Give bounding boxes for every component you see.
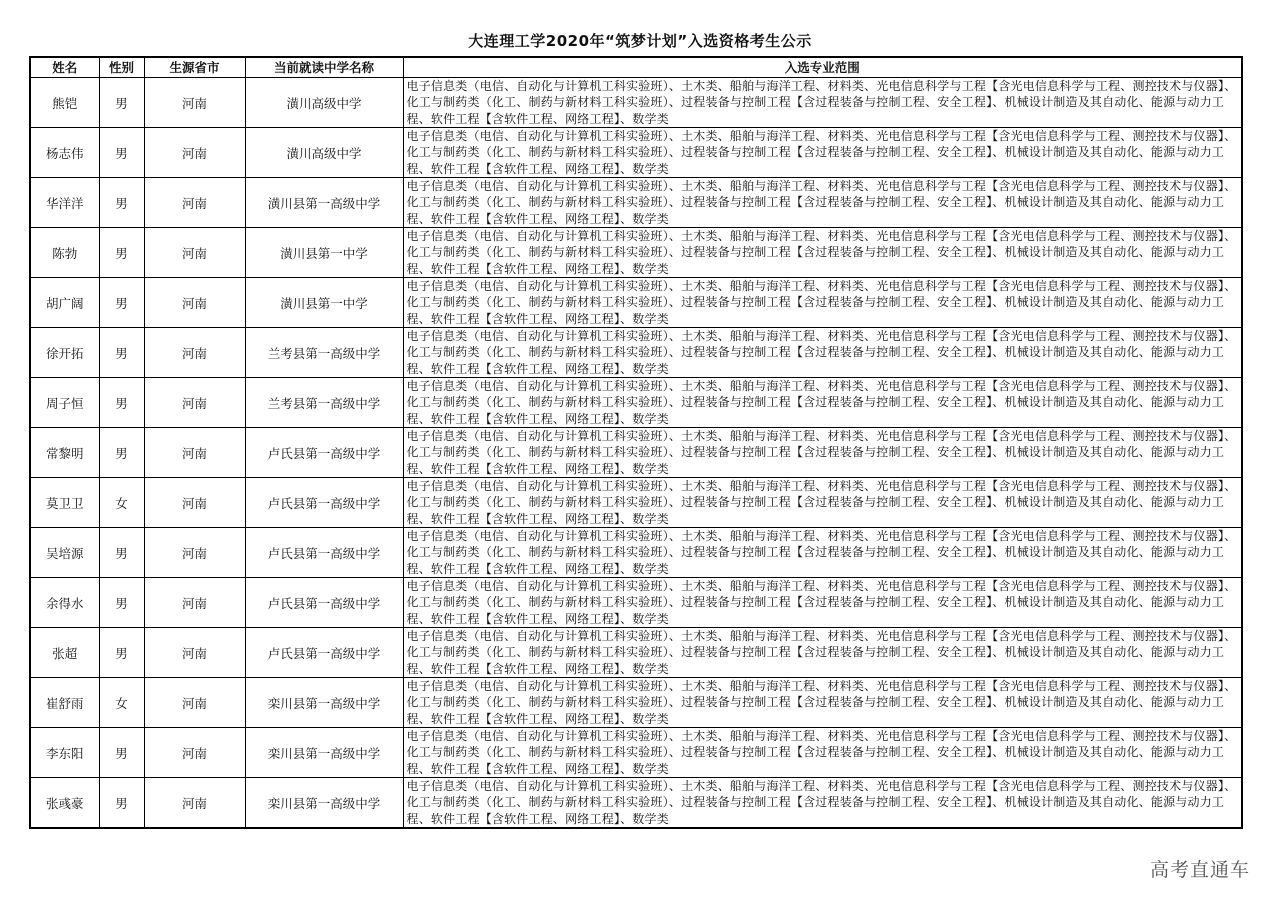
cell-major-scope: 电子信息类（电信、自动化与计算机工科实验班）、土木类、船舶与海洋工程、材料类、光电信息科学与工程【含光电信息科学与工程、测控技术与仪器】、化工与制药类（化工、制药与新材料工科实验班）、过程装备与控制工程【含过程装备与控制工程、安全工程】、机械设计制造及其自动化、能源与动力工程、软件工程【含软件工程、网络工程】、数学类: [403, 578, 1242, 628]
table-row: [30, 128, 1242, 178]
document-title: 大连理工学2020年“筑梦计划”入选资格考生公示: [468, 32, 812, 50]
cell-major-scope: 电子信息类（电信、自动化与计算机工科实验班）、土木类、船舶与海洋工程、材料类、光电信息科学与工程【含光电信息科学与工程、测控技术与仪器】、化工与制药类（化工、制药与新材料工科实验班）、过程装备与控制工程【含过程装备与控制工程、安全工程】、机械设计制造及其自动化、能源与动力工程、软件工程【含软件工程、网络工程】、数学类: [403, 228, 1242, 278]
cell-major-scope: 电子信息类（电信、自动化与计算机工科实验班）、土木类、船舶与海洋工程、材料类、光电信息科学与工程【含光电信息科学与工程、测控技术与仪器】、化工与制药类（化工、制药与新材料工科实验班）、过程装备与控制工程【含过程装备与控制工程、安全工程】、机械设计制造及其自动化、能源与动力工程、软件工程【含软件工程、网络工程】、数学类: [403, 478, 1242, 528]
cell-province: 河南: [144, 678, 245, 728]
cell-school: 潢川县第一中学: [245, 278, 403, 328]
cell-school: 潢川高级中学: [245, 78, 403, 128]
cell-gender: 男: [99, 328, 144, 378]
cell-gender: 男: [99, 578, 144, 628]
table-row: [30, 178, 1242, 228]
cell-province: 河南: [144, 478, 245, 528]
cell-school: 卢氏县第一高级中学: [245, 628, 403, 678]
cell-school: 兰考县第一高级中学: [245, 378, 403, 428]
cell-gender: 男: [99, 428, 144, 478]
cell-school: 卢氏县第一高级中学: [245, 428, 403, 478]
cell-province: 河南: [144, 528, 245, 578]
header-gender: 性别: [99, 57, 144, 78]
cell-name: 张超: [30, 628, 99, 678]
cell-name: 徐开拓: [30, 328, 99, 378]
table-row: [30, 478, 1242, 528]
cell-gender: 女: [99, 678, 144, 728]
cell-major-scope: 电子信息类（电信、自动化与计算机工科实验班）、土木类、船舶与海洋工程、材料类、光电信息科学与工程【含光电信息科学与工程、测控技术与仪器】、化工与制药类（化工、制药与新材料工科实验班）、过程装备与控制工程【含过程装备与控制工程、安全工程】、机械设计制造及其自动化、能源与动力工程、软件工程【含软件工程、网络工程】、数学类: [403, 328, 1242, 378]
cell-school: 潢川县第一高级中学: [245, 178, 403, 228]
cell-school: 卢氏县第一高级中学: [245, 528, 403, 578]
cell-province: 河南: [144, 578, 245, 628]
cell-province: 河南: [144, 428, 245, 478]
cell-name: 杨志伟: [30, 128, 99, 178]
cell-name: 李东阳: [30, 728, 99, 778]
cell-major-scope: 电子信息类（电信、自动化与计算机工科实验班）、土木类、船舶与海洋工程、材料类、光电信息科学与工程【含光电信息科学与工程、测控技术与仪器】、化工与制药类（化工、制药与新材料工科实验班）、过程装备与控制工程【含过程装备与控制工程、安全工程】、机械设计制造及其自动化、能源与动力工程、软件工程【含软件工程、网络工程】、数学类: [403, 278, 1242, 328]
cell-school: 栾川县第一高级中学: [245, 778, 403, 829]
cell-school: 栾川县第一高级中学: [245, 728, 403, 778]
cell-major-scope: 电子信息类（电信、自动化与计算机工科实验班）、土木类、船舶与海洋工程、材料类、光电信息科学与工程【含光电信息科学与工程、测控技术与仪器】、化工与制药类（化工、制药与新材料工科实验班）、过程装备与控制工程【含过程装备与控制工程、安全工程】、机械设计制造及其自动化、能源与动力工程、软件工程【含软件工程、网络工程】、数学类: [403, 728, 1242, 778]
header-school: 当前就读中学名称: [245, 57, 403, 78]
cell-gender: 男: [99, 278, 144, 328]
table-row: [30, 778, 1242, 829]
table-row: [30, 278, 1242, 328]
cell-gender: 男: [99, 728, 144, 778]
cell-name: 吴培源: [30, 528, 99, 578]
cell-major-scope: 电子信息类（电信、自动化与计算机工科实验班）、土木类、船舶与海洋工程、材料类、光电信息科学与工程【含光电信息科学与工程、测控技术与仪器】、化工与制药类（化工、制药与新材料工科实验班）、过程装备与控制工程【含过程装备与控制工程、安全工程】、机械设计制造及其自动化、能源与动力工程、软件工程【含软件工程、网络工程】、数学类: [403, 128, 1242, 178]
cell-province: 河南: [144, 728, 245, 778]
table-row: [30, 378, 1242, 428]
cell-name: 莫卫卫: [30, 478, 99, 528]
cell-gender: 男: [99, 378, 144, 428]
cell-school: 卢氏县第一高级中学: [245, 578, 403, 628]
table-header-row: [30, 57, 1242, 78]
cell-province: 河南: [144, 778, 245, 829]
table-row: [30, 678, 1242, 728]
table-row: [30, 628, 1242, 678]
cell-gender: 男: [99, 178, 144, 228]
cell-school: 栾川县第一高级中学: [245, 678, 403, 728]
cell-major-scope: 电子信息类（电信、自动化与计算机工科实验班）、土木类、船舶与海洋工程、材料类、光电信息科学与工程【含光电信息科学与工程、测控技术与仪器】、化工与制药类（化工、制药与新材料工科实验班）、过程装备与控制工程【含过程装备与控制工程、安全工程】、机械设计制造及其自动化、能源与动力工程、软件工程【含软件工程、网络工程】、数学类: [403, 628, 1242, 678]
cell-school: 潢川县第一中学: [245, 228, 403, 278]
header-major-scope: 入选专业范围: [403, 57, 1242, 78]
cell-gender: 男: [99, 128, 144, 178]
table-body: [30, 78, 1242, 829]
cell-province: 河南: [144, 228, 245, 278]
table-row: [30, 428, 1242, 478]
cell-name: 余得水: [30, 578, 99, 628]
cell-province: 河南: [144, 628, 245, 678]
cell-name: 华洋洋: [30, 178, 99, 228]
cell-gender: 女: [99, 478, 144, 528]
cell-name: 陈勃: [30, 228, 99, 278]
cell-province: 河南: [144, 378, 245, 428]
header-province: 生源省市: [144, 57, 245, 78]
cell-school: 潢川高级中学: [245, 128, 403, 178]
cell-name: 崔舒雨: [30, 678, 99, 728]
cell-name: 周子恒: [30, 378, 99, 428]
header-name: 姓名: [30, 57, 99, 78]
cell-major-scope: 电子信息类（电信、自动化与计算机工科实验班）、土木类、船舶与海洋工程、材料类、光电信息科学与工程【含光电信息科学与工程、测控技术与仪器】、化工与制药类（化工、制药与新材料工科实验班）、过程装备与控制工程【含过程装备与控制工程、安全工程】、机械设计制造及其自动化、能源与动力工程、软件工程【含软件工程、网络工程】、数学类: [403, 778, 1242, 829]
cell-province: 河南: [144, 78, 245, 128]
cell-major-scope: 电子信息类（电信、自动化与计算机工科实验班）、土木类、船舶与海洋工程、材料类、光电信息科学与工程【含光电信息科学与工程、测控技术与仪器】、化工与制药类（化工、制药与新材料工科实验班）、过程装备与控制工程【含过程装备与控制工程、安全工程】、机械设计制造及其自动化、能源与动力工程、软件工程【含软件工程、网络工程】、数学类: [403, 428, 1242, 478]
cell-province: 河南: [144, 178, 245, 228]
cell-gender: 男: [99, 778, 144, 829]
cell-school: 卢氏县第一高级中学: [245, 478, 403, 528]
watermark-text: 高考直通车: [1149, 859, 1250, 881]
table-row: [30, 578, 1242, 628]
table-row: [30, 228, 1242, 278]
cell-major-scope: 电子信息类（电信、自动化与计算机工科实验班）、土木类、船舶与海洋工程、材料类、光电信息科学与工程【含光电信息科学与工程、测控技术与仪器】、化工与制药类（化工、制药与新材料工科实验班）、过程装备与控制工程【含过程装备与控制工程、安全工程】、机械设计制造及其自动化、能源与动力工程、软件工程【含软件工程、网络工程】、数学类: [403, 678, 1242, 728]
cell-gender: 男: [99, 228, 144, 278]
cell-name: 常黎明: [30, 428, 99, 478]
cell-school: 兰考县第一高级中学: [245, 328, 403, 378]
table-row: [30, 528, 1242, 578]
cell-major-scope: 电子信息类（电信、自动化与计算机工科实验班）、土木类、船舶与海洋工程、材料类、光电信息科学与工程【含光电信息科学与工程、测控技术与仪器】、化工与制药类（化工、制药与新材料工科实验班）、过程装备与控制工程【含过程装备与控制工程、安全工程】、机械设计制造及其自动化、能源与动力工程、软件工程【含软件工程、网络工程】、数学类: [403, 378, 1242, 428]
cell-major-scope: 电子信息类（电信、自动化与计算机工科实验班）、土木类、船舶与海洋工程、材料类、光电信息科学与工程【含光电信息科学与工程、测控技术与仪器】、化工与制药类（化工、制药与新材料工科实验班）、过程装备与控制工程【含过程装备与控制工程、安全工程】、机械设计制造及其自动化、能源与动力工程、软件工程【含软件工程、网络工程】、数学类: [403, 178, 1242, 228]
cell-gender: 男: [99, 78, 144, 128]
cell-major-scope: 电子信息类（电信、自动化与计算机工科实验班）、土木类、船舶与海洋工程、材料类、光电信息科学与工程【含光电信息科学与工程、测控技术与仪器】、化工与制药类（化工、制药与新材料工科实验班）、过程装备与控制工程【含过程装备与控制工程、安全工程】、机械设计制造及其自动化、能源与动力工程、软件工程【含软件工程、网络工程】、数学类: [403, 528, 1242, 578]
cell-gender: 男: [99, 528, 144, 578]
table-row: [30, 78, 1242, 128]
cell-gender: 男: [99, 628, 144, 678]
cell-province: 河南: [144, 328, 245, 378]
table-row: [30, 328, 1242, 378]
cell-province: 河南: [144, 278, 245, 328]
candidate-table: [29, 56, 1243, 829]
cell-name: 熊铠: [30, 78, 99, 128]
table-row: [30, 728, 1242, 778]
cell-province: 河南: [144, 128, 245, 178]
cell-name: 张彧豪: [30, 778, 99, 829]
cell-major-scope: 电子信息类（电信、自动化与计算机工科实验班）、土木类、船舶与海洋工程、材料类、光电信息科学与工程【含光电信息科学与工程、测控技术与仪器】、化工与制药类（化工、制药与新材料工科实验班）、过程装备与控制工程【含过程装备与控制工程、安全工程】、机械设计制造及其自动化、能源与动力工程、软件工程【含软件工程、网络工程】、数学类: [403, 78, 1242, 128]
cell-name: 胡广阔: [30, 278, 99, 328]
